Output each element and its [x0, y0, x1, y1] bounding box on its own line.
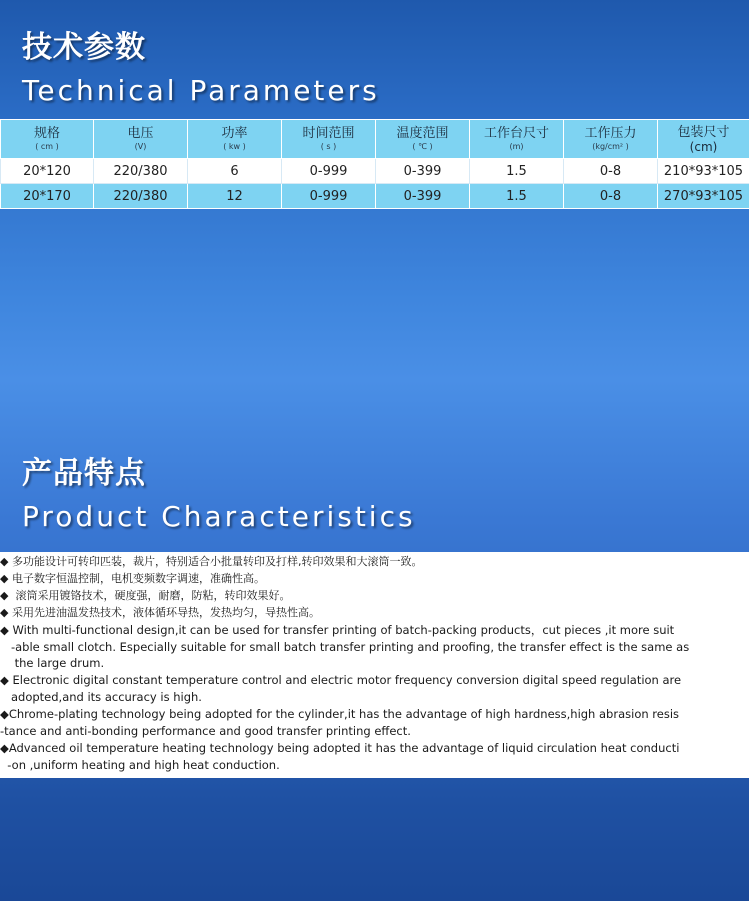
feature-line: ◆ 多功能设计可转印匹装，裁片，特别适合小批量转印及打样,转印效果和大滚筒一致。 [0, 555, 423, 568]
feature-line: ◆ 滚筒采用镀铬技术，硬度强，耐磨，防粘，转印效果好。 [0, 588, 291, 602]
features-panel [0, 552, 749, 778]
technical-title-cn: 技术参数 [22, 30, 146, 65]
table-cell: 1.5 [470, 159, 564, 184]
table-cell: 12 [188, 184, 282, 209]
feature-line: ◆ 电子数字恒温控制，电机变频数字调速，准确性高。 [0, 571, 265, 585]
header-table-size: 工作台尺寸 (m) [470, 120, 564, 159]
table-cell: 0-399 [376, 159, 470, 184]
feature-line: -able small clotch. Especially suitable for small batch transfer printing and proofing, the transfer effect is the same as [0, 639, 690, 654]
table-cell: 220/380 [94, 159, 188, 184]
technical-parameters-heading [22, 22, 380, 107]
table-cell: 220/380 [94, 184, 188, 209]
feature-line: ◆ 采用先进油温发热技术，液体循环导热，发热均匀，导热性高。 [0, 605, 320, 619]
header-spec: 规格 ( cm ) [1, 120, 94, 159]
table-cell: 0-999 [282, 184, 376, 209]
product-title-cn: 产品特点 [22, 456, 146, 491]
header-time-range: 时间范围 ( s ) [282, 120, 376, 159]
table-cell: 0-8 [564, 184, 658, 209]
feature-line: -on ,uniform heating and high heat conduction. [0, 757, 280, 772]
table-cell: 270*93*105 [658, 184, 749, 209]
table-cell: 0-999 [282, 159, 376, 184]
table-cell: 1.5 [470, 184, 564, 209]
feature-line: adopted,and its accuracy is high. [0, 690, 202, 705]
table-cell: 6 [188, 159, 282, 184]
product-title-en: Product Characteristics [22, 500, 416, 533]
header-voltage: 电压 (V) [94, 120, 188, 159]
product-characteristics-heading [22, 448, 416, 533]
header-temperature-range: 温度范围 ( ℃ ) [376, 120, 470, 159]
table-cell: 0-399 [376, 184, 470, 209]
table-row [1, 159, 749, 184]
feature-line: ◆Chrome-plating technology being adopted for the cylinder,it has the advantage of high hardness,high abrasion resis [0, 707, 680, 722]
header-power: 功率 ( kw ) [188, 120, 282, 159]
table-cell: 210*93*105 [658, 159, 749, 184]
table-cell: 20*120 [1, 159, 94, 184]
table-row [1, 184, 749, 209]
feature-line: -tance and anti-bonding performance and good transfer printing effect. [0, 724, 411, 739]
feature-line: the large drum. [0, 656, 105, 671]
feature-line: ◆ Electronic digital constant temperature control and electric motor frequency conversion digital speed regulation are [0, 673, 682, 688]
header-working-pressure: 工作压力 (kg/cm² ) [564, 120, 658, 159]
table-cell: 20*170 [1, 184, 94, 209]
table-header-row [1, 120, 749, 159]
table-cell: 0-8 [564, 159, 658, 184]
feature-line: ◆ With multi-functional design,it can be used for transfer printing of batch-packing products，cut pieces ,it more suit [0, 622, 675, 637]
header-package-size: 包装尺寸 (cm) [658, 120, 749, 159]
technical-title-en: Technical Parameters [22, 74, 380, 107]
technical-parameters-table [0, 119, 749, 209]
feature-line: ◆Advanced oil temperature heating technology being adopted it has the advantage of liquid circulation heat conducti [0, 740, 680, 755]
